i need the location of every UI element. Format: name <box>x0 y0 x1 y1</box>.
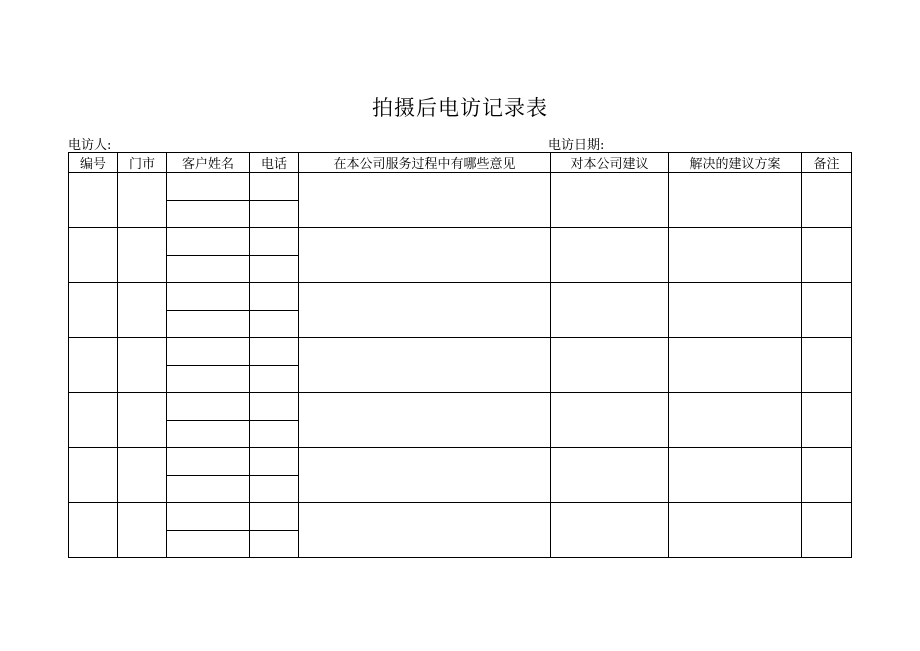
header-store: 门市 <box>118 153 167 173</box>
number-cell[interactable] <box>69 283 118 338</box>
customer-name-cell[interactable] <box>167 310 250 338</box>
record-row <box>69 228 852 256</box>
phone-cell[interactable] <box>250 530 299 558</box>
customer-name-cell[interactable] <box>167 475 250 503</box>
phone-cell[interactable] <box>250 475 299 503</box>
customer-name-cell[interactable] <box>167 283 250 311</box>
store-cell[interactable] <box>118 283 167 338</box>
header-customer-name: 客户姓名 <box>167 153 250 173</box>
customer-name-cell[interactable] <box>167 228 250 256</box>
phone-cell[interactable] <box>250 338 299 366</box>
phone-cell[interactable] <box>250 255 299 283</box>
customer-name-cell[interactable] <box>167 365 250 393</box>
store-cell[interactable] <box>118 448 167 503</box>
record-body <box>69 173 852 558</box>
phone-cell[interactable] <box>250 448 299 476</box>
record-row <box>69 338 852 366</box>
phone-cell[interactable] <box>250 365 299 393</box>
feedback-cell[interactable] <box>299 338 551 393</box>
record-row <box>69 393 852 421</box>
header-solution-plan: 解决的建议方案 <box>669 153 802 173</box>
store-cell[interactable] <box>118 173 167 228</box>
phone-cell[interactable] <box>250 200 299 228</box>
store-cell[interactable] <box>118 393 167 448</box>
customer-name-cell[interactable] <box>167 255 250 283</box>
solution-cell[interactable] <box>669 338 802 393</box>
feedback-cell[interactable] <box>299 448 551 503</box>
remarks-cell[interactable] <box>802 228 852 283</box>
solution-cell[interactable] <box>669 503 802 558</box>
header-service-feedback: 在本公司服务过程中有哪些意见 <box>299 153 551 173</box>
store-cell[interactable] <box>118 503 167 558</box>
customer-name-cell[interactable] <box>167 503 250 531</box>
customer-name-cell[interactable] <box>167 448 250 476</box>
solution-cell[interactable] <box>669 283 802 338</box>
customer-name-cell[interactable] <box>167 530 250 558</box>
number-cell[interactable] <box>69 448 118 503</box>
record-row <box>69 448 852 476</box>
suggestion-cell[interactable] <box>551 173 669 228</box>
suggestion-cell[interactable] <box>551 283 669 338</box>
suggestion-cell[interactable] <box>551 503 669 558</box>
number-cell[interactable] <box>69 228 118 283</box>
phone-cell[interactable] <box>250 173 299 201</box>
feedback-cell[interactable] <box>299 503 551 558</box>
caller-label: 电访人: <box>68 138 112 153</box>
customer-name-cell[interactable] <box>167 173 250 201</box>
customer-name-cell[interactable] <box>167 338 250 366</box>
feedback-cell[interactable] <box>299 283 551 338</box>
remarks-cell[interactable] <box>802 173 852 228</box>
feedback-cell[interactable] <box>299 228 551 283</box>
number-cell[interactable] <box>69 338 118 393</box>
document-title: 拍摄后电访记录表 <box>372 96 548 120</box>
solution-cell[interactable] <box>669 173 802 228</box>
phone-cell[interactable] <box>250 393 299 421</box>
header-row <box>69 153 852 173</box>
suggestion-cell[interactable] <box>551 228 669 283</box>
customer-name-cell[interactable] <box>167 200 250 228</box>
remarks-cell[interactable] <box>802 338 852 393</box>
customer-name-cell[interactable] <box>167 420 250 448</box>
record-row <box>69 503 852 531</box>
feedback-cell[interactable] <box>299 173 551 228</box>
remarks-cell[interactable] <box>802 283 852 338</box>
phone-cell[interactable] <box>250 228 299 256</box>
solution-cell[interactable] <box>669 448 802 503</box>
customer-name-cell[interactable] <box>167 393 250 421</box>
header-suggestions: 对本公司建议 <box>551 153 669 173</box>
suggestion-cell[interactable] <box>551 338 669 393</box>
feedback-cell[interactable] <box>299 393 551 448</box>
number-cell[interactable] <box>69 503 118 558</box>
header-remarks: 备注 <box>802 153 852 173</box>
phone-cell[interactable] <box>250 310 299 338</box>
call-record-table <box>68 152 852 558</box>
suggestion-cell[interactable] <box>551 393 669 448</box>
phone-cell[interactable] <box>250 420 299 448</box>
record-row <box>69 283 852 311</box>
header-number: 编号 <box>69 153 118 173</box>
solution-cell[interactable] <box>669 393 802 448</box>
phone-cell[interactable] <box>250 283 299 311</box>
store-cell[interactable] <box>118 338 167 393</box>
header-phone: 电话 <box>250 153 299 173</box>
remarks-cell[interactable] <box>802 503 852 558</box>
remarks-cell[interactable] <box>802 393 852 448</box>
phone-cell[interactable] <box>250 503 299 531</box>
remarks-cell[interactable] <box>802 448 852 503</box>
suggestion-cell[interactable] <box>551 448 669 503</box>
number-cell[interactable] <box>69 393 118 448</box>
record-row <box>69 173 852 201</box>
solution-cell[interactable] <box>669 228 802 283</box>
number-cell[interactable] <box>69 173 118 228</box>
call-date-label: 电访日期: <box>548 138 605 153</box>
store-cell[interactable] <box>118 228 167 283</box>
